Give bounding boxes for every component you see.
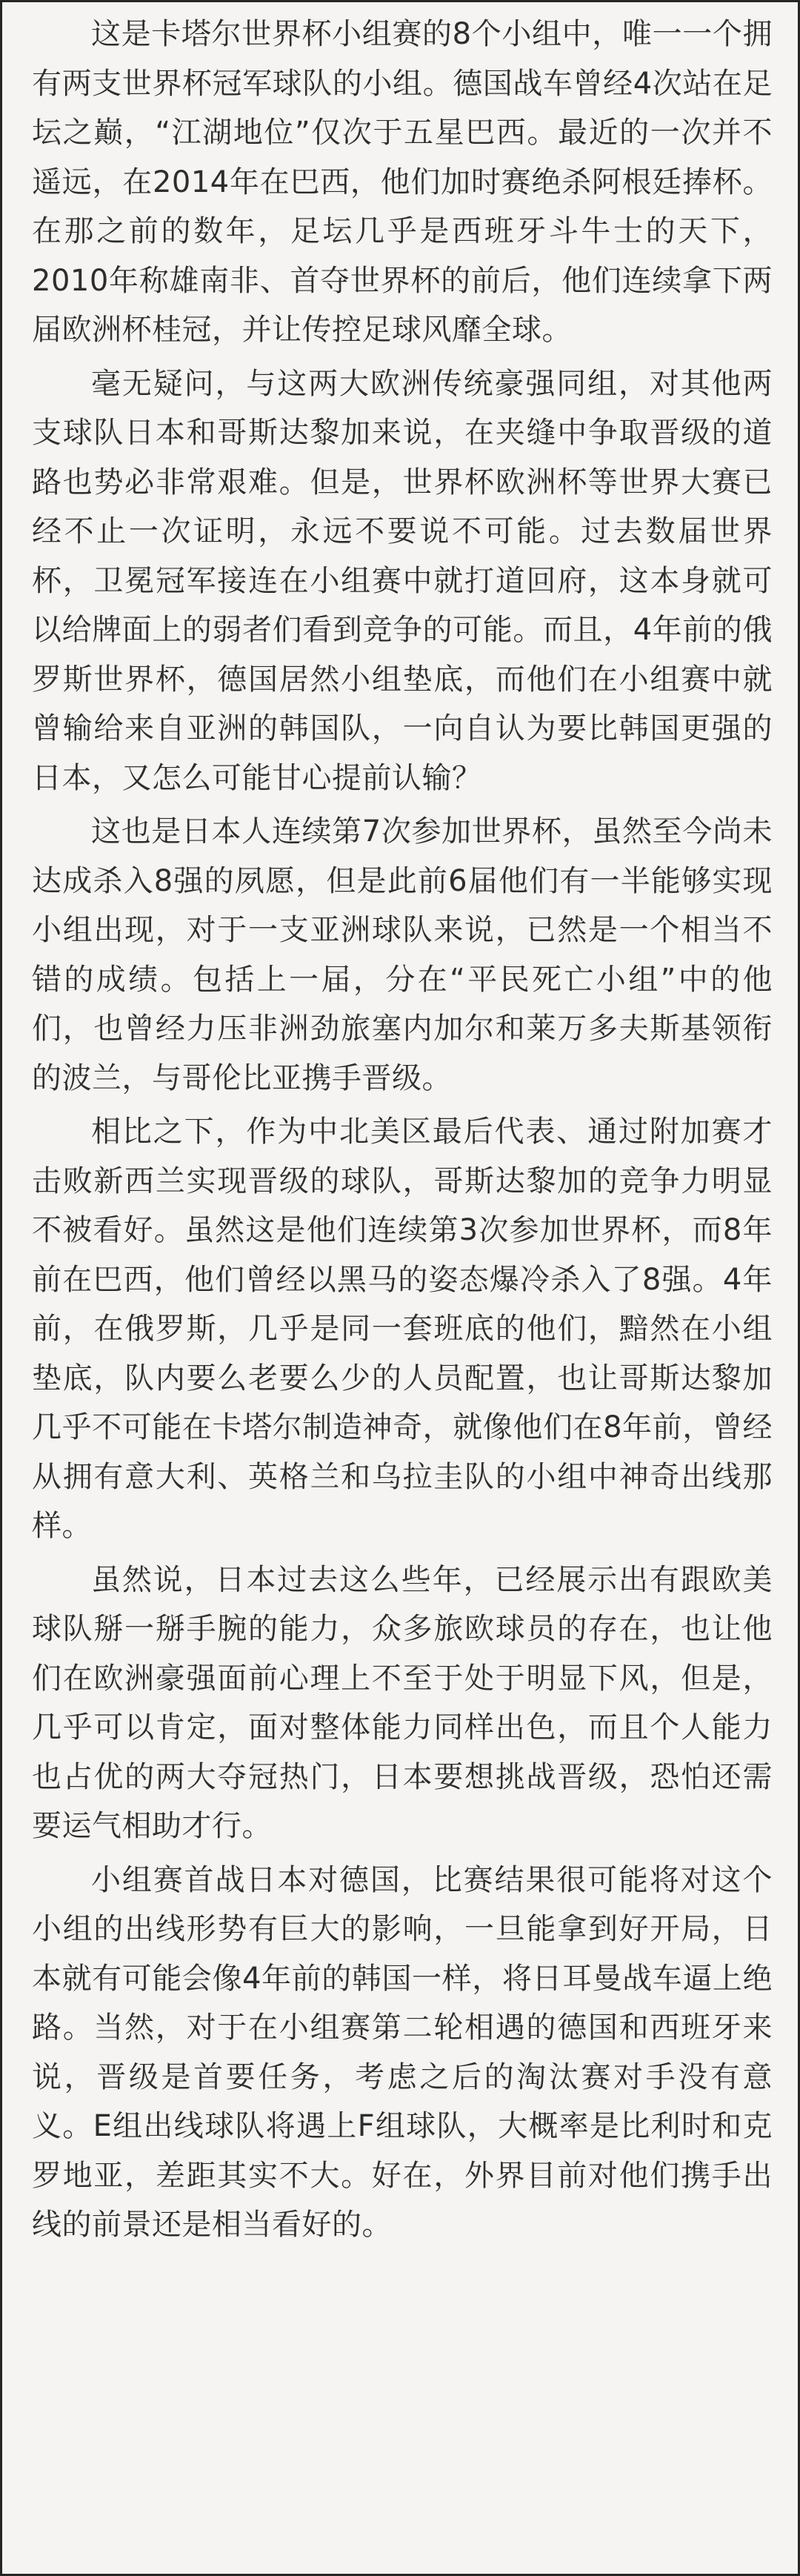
paragraph-5: 虽然说，日本过去这么些年，已经展示出有跟欧美球队掰一掰手腕的能力，众多旅欧球员的存在，也让他们在欧洲豪强面前心理上不至于处于明显下风，但是，几乎可以肯定，面对整体能力同样出色，而且个人能力也占优的两大夺冠热门，日本要想挑战晋级，恐怕还需要运气相助才行。 xyxy=(32,1562,773,1843)
paragraph-1: 这是卡塔尔世界杯小组赛的8个小组中，唯一一个拥有两支世界杯冠军球队的小组。德国战车曾经4次站在足坛之巅，“江湖地位”仅次于五星巴西。最近的一次并不遥远，在2014年在巴西，他们加时赛绝杀阿根廷捧杯。在那之前的数年，足坛几乎是西班牙斗牛士的天下，2010年称雄南非、首夺世界杯的前后，他们连续拿下两届欧洲杯桂冠，并让传控足球风靡全球。 xyxy=(32,17,773,347)
paragraph-6: 小组赛首战日本对德国，比赛结果很可能将对这个小组的出线形势有巨大的影响，一旦能拿到好开局，日本就有可能会像4年前的韩国一样，将日耳曼战车逼上绝路。当然，对于在小组赛第二轮相遇的德国和西班牙来说，晋级是首要任务，考虑之后的淘汰赛对手没有意义。E组出线球队将遇上F组球队，大概率是比利时和克罗地亚，差距其实不大。好在，外界目前对他们携手出线的前景还是相当看好的。 xyxy=(32,1862,773,2242)
paragraph-2: 毫无疑问，与这两大欧洲传统豪强同组，对其他两支球队日本和哥斯达黎加来说，在夹缝中争取晋级的道路也势必非常艰难。但是，世界杯欧洲杯等世界大赛已经不止一次证明，永远不要说不可能。过去数届世界杯，卫冕冠军接连在小组赛中就打道回府，这本身就可以给牌面上的弱者们看到竞争的可能。而且，4年前的俄罗斯世界杯，德国居然小组垫底，而他们在小组赛中就曾输给来自亚洲的韩国队，一向自认为要比韩国更强的日本，又怎么可能甘心提前认输？ xyxy=(32,366,773,795)
paragraph-3: 这也是日本人连续第7次参加世界杯，虽然至今尚未达成杀入8强的夙愿，但是此前6届他们有一半能够实现小组出现，对于一支亚洲球队来说，已然是一个相当不错的成绩。包括上一届，分在“平民死亡小组”中的他们，也曾经力压非洲劲旅塞内加尔和莱万多夫斯基领衔的波兰，与哥伦比亚携手晋级。 xyxy=(32,814,773,1095)
article-body xyxy=(32,10,773,2254)
paragraph-4: 相比之下，作为中北美区最后代表、通过附加赛才击败新西兰实现晋级的球队，哥斯达黎加的竞争力明显不被看好。虽然这是他们连续第3次参加世界杯，而8年前在巴西，他们曾经以黑马的姿态爆冷杀入了8强。4年前，在俄罗斯，几乎是同一套班底的他们，黯然在小组垫底，队内要么老要么少的人员配置，也让哥斯达黎加几乎不可能在卡塔尔制造神奇，就像他们在8年前，曾经从拥有意大利、英格兰和乌拉圭队的小组中神奇出线那样。 xyxy=(32,1115,773,1543)
